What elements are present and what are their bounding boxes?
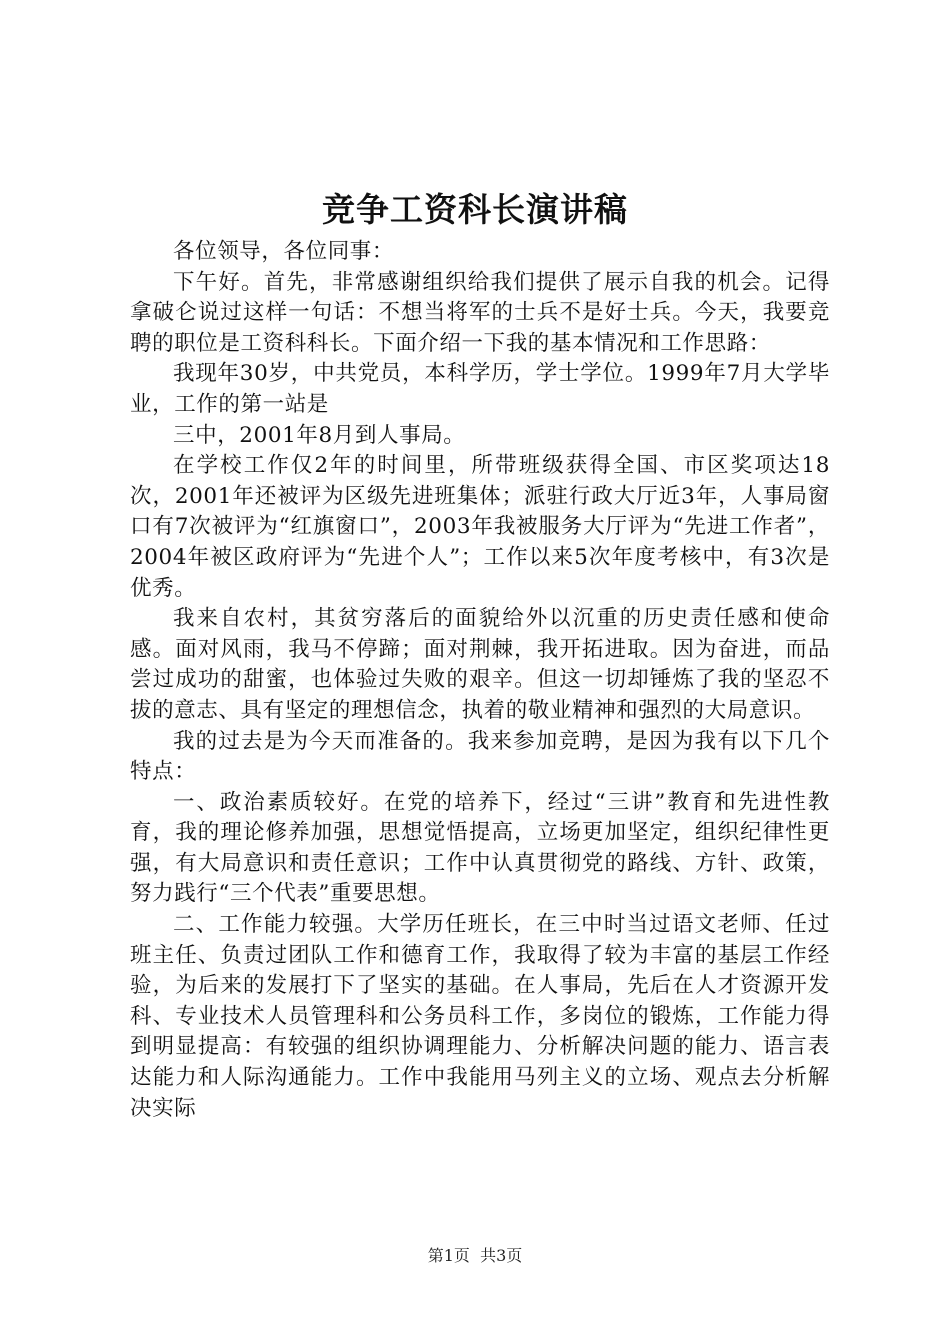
body-paragraph: 在学校工作仅2年的时间里，所带班级获得全国、市区奖项达18次，2001年还被评为区级先进班集体；派驻行政大厅近3年，人事局窗口有7次被评为“红旗窗口”，2003年我被服务大厅评为“先进工作者”，2004年被区政府评为“先进个人”；工作以来5次年度考核中，有3次是优秀。 — [130, 453, 830, 601]
greeting-paragraph: 各位领导，各位同事： — [173, 239, 395, 264]
body-paragraph: 我现年30岁，中共党员，本科学历，学士学位。1999年7月大学毕业，工作的第一站是 — [130, 361, 830, 417]
body-paragraph: 三中，2001年8月到人事局。 — [173, 422, 466, 448]
document-body — [130, 237, 830, 1124]
body-paragraph: 我的过去是为今天而准备的。我来参加竞聘，是因为我有以下几个特点： — [130, 728, 830, 785]
body-paragraph: 二、工作能力较强。大学历任班长，在三中时当过语文老师、任过班主任、负责过团队工作和德育工作，我取得了较为丰富的基层工作经验，为后来的发展打下了坚实的基础。在人事局，先后在人才资源开发科、专业技术人员管理科和公务员科工作，多岗位的锻炼，工作能力得到明显提高：有较强的组织协调理能力、分析解决问题的能力、语言表达能力和人际沟通能力。工作中我能用马列主义的立场、观点去分析解决实际 — [130, 912, 830, 1121]
body-paragraph: 一、政治素质较好。在党的培养下，经过“三讲”教育和先进性教育，我的理论修养加强，思想觉悟提高，立场更加坚定，组织纪律性更强，有大局意识和责任意识；工作中认真贯彻党的路线、方针、政策，努力践行“三个代表”重要思想。 — [130, 789, 830, 907]
body-paragraph: 下午好。首先，非常感谢组织给我们提供了展示自我的机会。记得拿破仑说过这样一句话：不想当将军的士兵不是好士兵。今天，我要竞聘的职位是工资科科长。下面介绍一下我的基本情况和工作思路： — [130, 269, 830, 356]
page-footer — [0, 1245, 950, 1267]
page-number-label: 第1页 共3页 — [427, 1246, 523, 1265]
body-paragraph: 我来自农村，其贫穷落后的面貌给外以沉重的历史责任感和使命感。面对风雨，我马不停蹄；面对荆棘，我开拓进取。因为奋进，而品尝过成功的甜蜜，也体验过失败的艰辛。但这一切却锤炼了我的坚忍不拔的意志、具有坚定的理想信念，执着的敬业精神和强烈的大局意识。 — [130, 606, 830, 723]
document-title: 竞争工资科长演讲稿 — [322, 190, 628, 229]
